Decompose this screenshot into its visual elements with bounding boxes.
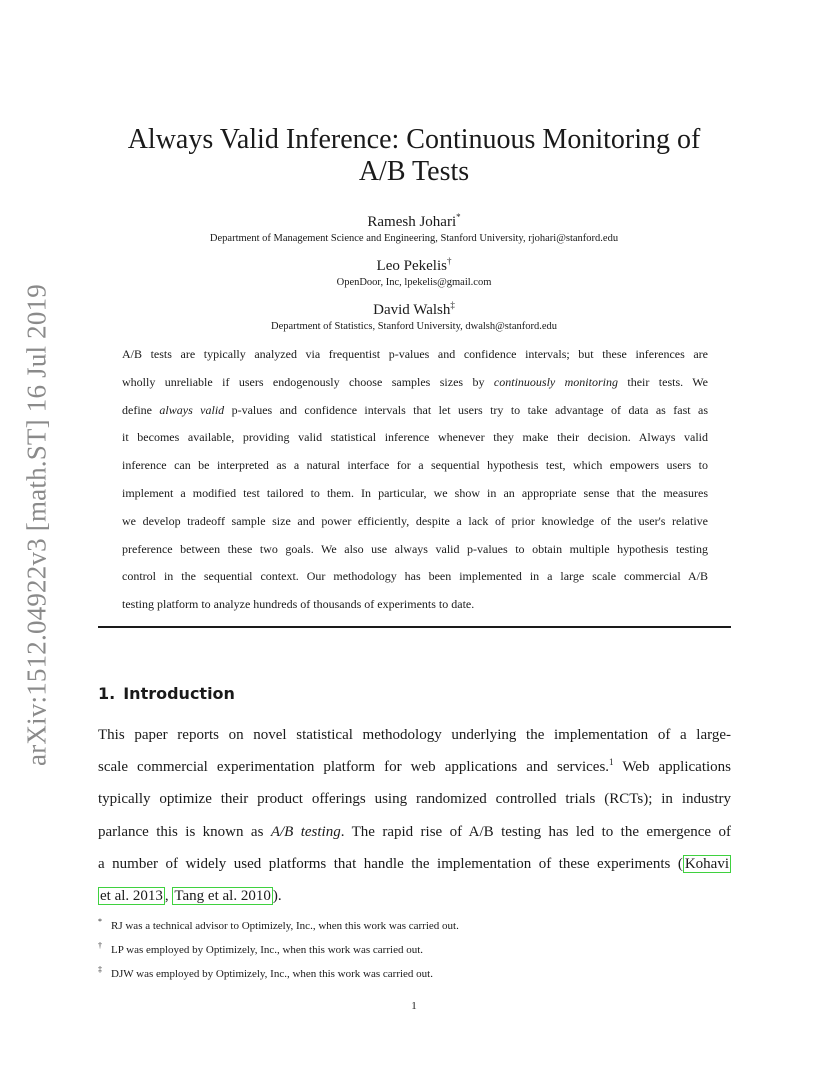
intro-line: parlance this is known as A/B testing. The rapid rise of A/B testing has led to the emergence of (98, 823, 731, 840)
intro-line: typically optimize their product offerings using randomized controlled trials (RCTs); in industry (98, 791, 731, 808)
abstract-line: it becomes available, providing valid statistical inference whenever they make their decision. Always valid (122, 430, 708, 445)
abstract (122, 341, 708, 619)
author-affiliation: Department of Statistics, Stanford University, dwalsh@stanford.edu (270, 321, 558, 332)
footnotes (98, 914, 731, 986)
author-name: Leo Pekelis† (376, 256, 452, 274)
paper-title (98, 124, 730, 188)
footnote: ‡ DJW was employed by Optimizely, Inc., when this work was carried out. (98, 965, 433, 980)
intro-line: a number of widely used platforms that handle the implementation of these experiments ( Kohavi (98, 855, 729, 872)
intro-paragraph (98, 719, 731, 912)
footnote: † LP was employed by Optimizely, Inc., when this work was carried out. (98, 941, 424, 956)
title-line: Always Valid Inference: Continuous Monitoring of (127, 124, 701, 155)
footnote: * RJ was a technical advisor to Optimizely, Inc., when this work was carried out. (98, 917, 459, 932)
page-number: 1 (411, 1000, 417, 1012)
author-mark: ‡ (450, 300, 455, 310)
abstract-emphasis: continuously monitoring (493, 374, 618, 389)
abstract-line: we develop tradeoff sample size and power efficiently, despite a lack of prior knowledge of the user's relative (122, 513, 708, 528)
title-line: A/B Tests (358, 156, 470, 187)
citation-link[interactable]: Kohavi (684, 855, 729, 872)
intro-line: et al. 2013 , Tang et al. 2010 ). (100, 888, 282, 905)
author-name: David Walsh‡ (373, 300, 455, 318)
abstract-line: A/B tests are typically analyzed via frequentist p-values and confidence intervals; but these inferences are (122, 347, 708, 361)
section-title: Introduction (123, 684, 235, 703)
section-heading (98, 684, 235, 704)
abstract-line: control in the sequential context. Our methodology has been implemented in a large scale commercial A/B (122, 569, 708, 584)
author-name: Ramesh Johari* (367, 212, 461, 230)
abstract-line: preference between these two goals. We also use always valid p-values to obtain multiple hypothesis testing (122, 541, 708, 556)
arxiv-side-stamp: arXiv:1512.04922v3 [math.ST] 16 Jul 2019 (21, 284, 52, 766)
intro-line: scale commercial experimentation platform for web applications and services.$^1$ Web applications (98, 757, 731, 776)
abstract-line: testing platform to analyze hundreds of thousands of experiments to date. (122, 597, 475, 612)
citation-link[interactable]: Tang et al. 2010 (174, 888, 271, 905)
author-mark: † (446, 256, 452, 266)
footnote-ref[interactable]: 1 (609, 757, 614, 768)
intro-line: This paper reports on novel statistical methodology underlying the implementation of a large- (98, 727, 731, 743)
author-affiliation: Department of Management Science and Engineering, Stanford University, rjohari@stanford.edu (209, 233, 619, 244)
intro-emphasis: A/B testing (270, 823, 341, 840)
author-block (98, 207, 730, 339)
abstract-line: wholly unreliable if users endogenously choose samples sizes by continuously monitoring their tests. We (122, 374, 708, 389)
section-number: 1. (98, 684, 116, 703)
abstract-emphasis: always valid (159, 402, 225, 417)
citation-link[interactable]: et al. 2013 (100, 888, 163, 905)
author-mark: * (456, 212, 461, 222)
abstract-line: implement a modified test tailored to them. In particular, we show in an appropriate sense that the measures (122, 485, 708, 500)
abstract-line: define always valid p-values and confidence intervals that let users try to take advantage of data as fast as (122, 402, 708, 417)
abstract-divider (98, 626, 731, 628)
author-affiliation: OpenDoor, Inc, lpekelis@gmail.com (336, 277, 492, 288)
abstract-line: inference can be interpreted as a natural interface for a sequential hypothesis test, which empowers users to (122, 458, 708, 473)
